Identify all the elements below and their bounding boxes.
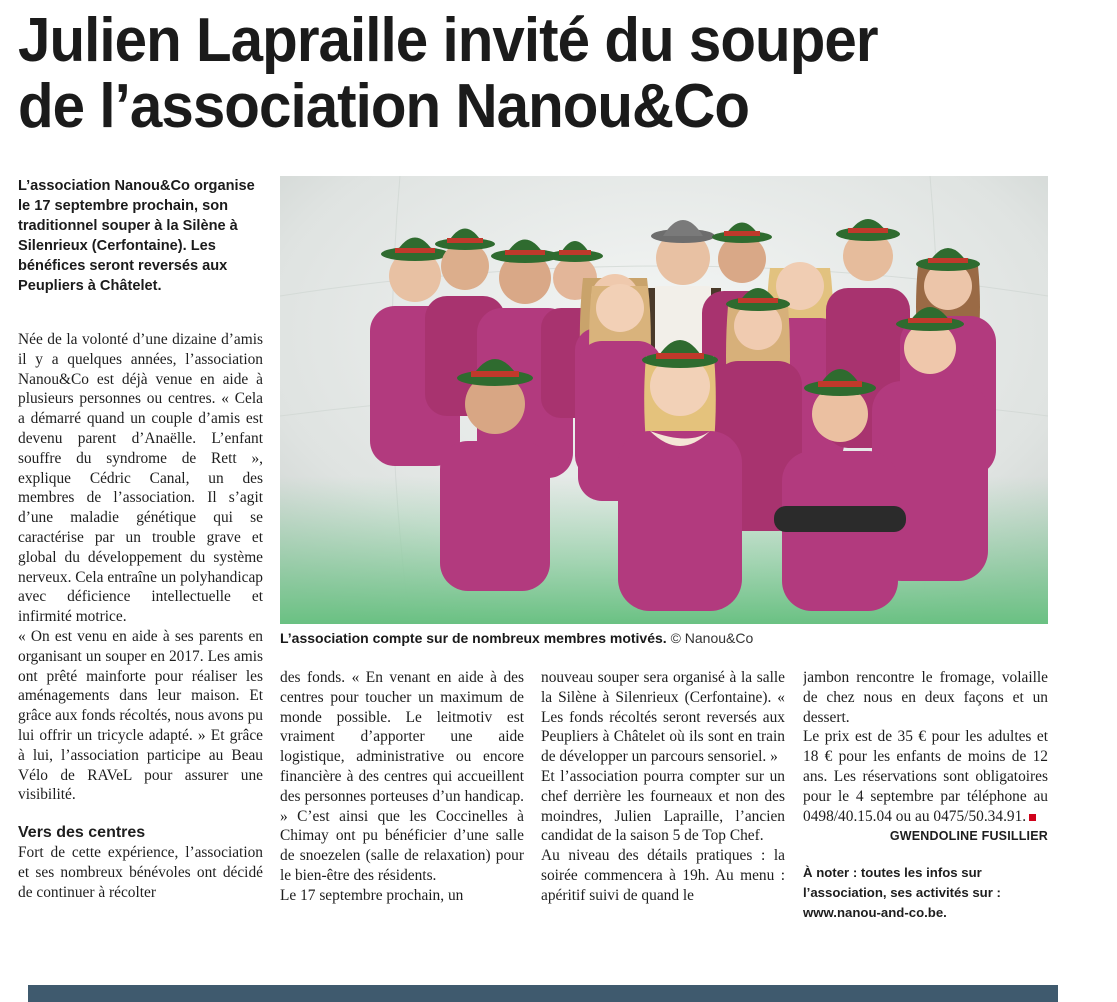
paragraph: Fort de cette expérience, l’association et ses nombreux bénévoles ont décidé de continuer à récolter [18,844,263,901]
next-article-band [28,985,1058,1002]
paragraph: nouveau souper sera organisé à la salle la Silène à Silenrieux (Cerfontaine). « Les fonds récoltés seront reversés aux Peupliers à Châtelet où ils sont en train de développer un parcours sensoriel. » [541,669,785,766]
paragraph: des fonds. « En venant en aide à des centres pour toucher un maximum de monde possible. Le leitmotiv est vraiment d’apporter une aide logistique, administrative ou encore financière à des centres qui accueillent des personnes porteuses d’un handicap. » C’est ainsi que les Coccinelles à Chimay ont pu bénéficier d’une salle de snoezelen (salle de relaxation) pour le bien-être des résidents. [280,669,524,884]
photo-credit: © Nanou&Co [670,630,754,646]
caption-text: L’association compte sur de nombreux membres motivés. [280,630,667,646]
paragraph [803,727,1048,826]
price-paragraph: Le prix est de 35 € pour les adultes et 18 € pour les enfants de moins de 12 ans. Les réservations sont obligatoires pour le 4 septembre par téléphone au 0498/40.15.04 ou au 0475/50.34.91. [803,728,1048,825]
article-lead: L’association Nanou&Co organise le 17 septembre prochain, son traditionnel souper à la Silène à Silenrieux (Cerfontaine). Les bénéfices seront reversés aux Peupliers à Châtelet. [18,178,255,294]
info-note: À noter : toutes les infos sur l’association, ses activités sur : www.nanou-and-co.be. [803,865,1001,921]
article-column-3 [541,668,785,948]
photo-caption [280,628,1048,648]
group-photo-illustration [280,176,1048,624]
paragraph: « On est venu en aide à ses parents en organisant un souper en 2017. Les amis ont prêté mainforte pour réaliser les aménagements dans leur maison. Et grâce aux fonds récoltés, nous avons pu lui offrir un tricycle adapté. » Et grâce à lui, l’association participe au Beau Vélo de RAVeL pour assurer une visibilité. [18,627,263,804]
paragraph: jambon rencontre le fromage, volaille de chez nous en deux façons et un dessert. [803,669,1048,726]
paragraph: Née de la volonté d’une dizaine d’amis il y a quelques années, l’association Nanou&Co est déjà venue en aide à plusieurs personnes ou centres. « Cela a démarré quand un couple d’amis est devenu parent d’Anaëlle. L’enfant souffre du syndrome de Rett », explique Cédric Canal, un des membres de l’association. Il s’agit d’une maladie génétique qui se caractérise par un trouble grave et global du développement du système nerveux. Cela entraîne un polyhandicap avec déficience intellectuelle et infirmité motrice. [18,331,263,626]
article-column-1 [18,330,263,942]
article-headline [18,8,1043,140]
paragraph: Au niveau des détails pratiques : la soirée commencera à 19h. Au menu : apéritif suivi de quand le [541,847,785,904]
end-of-article-mark [1029,814,1036,821]
article-column-2 [280,668,524,948]
author-signature: GWENDOLINE FUSILLIER [889,829,1048,844]
paragraph: Et l’association pourra compter sur un chef derrière les fourneaux et non des moindres, Julien Lapraille, l’ancien candidat de la saison 5 de Top Chef. [541,767,785,845]
group-photo [280,176,1048,624]
headline-line-1: Julien Lapraille invité du souper [18,6,878,75]
section-subhead: Vers des centres [18,824,146,842]
paragraph: Le 17 septembre prochain, un [280,886,464,904]
article-column-4 [803,668,1048,948]
headline-line-2: de l’association Nanou&Co [18,72,750,141]
